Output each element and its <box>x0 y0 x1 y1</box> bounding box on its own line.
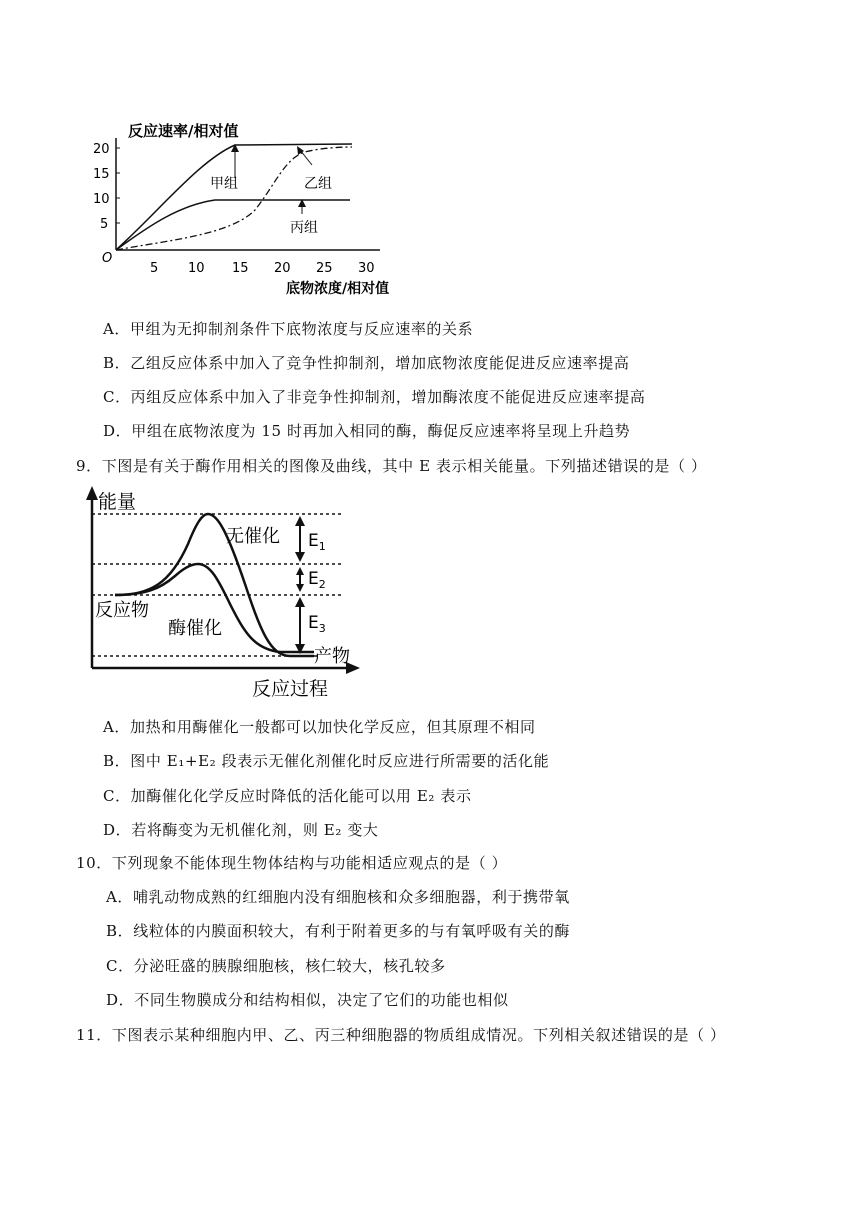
x-tick-label: 15 <box>232 261 249 276</box>
rate-chart <box>90 110 430 300</box>
q9-stem: 9．下图是有关于酶作用相关的图像及曲线，其中 E 表示相关能量。下列描述错误的是（ ） <box>76 457 707 475</box>
q10-option-b: B．线粒体的内膜面积较大，有利于附着更多的与有氧呼吸有关的酶 <box>106 922 571 940</box>
q10-option-c: C．分泌旺盛的胰腺细胞核，核仁较大，核孔较多 <box>106 957 446 975</box>
q8-option-d: D．甲组在底物浓度为 15 时再加入相同的酶，酶促反应速率将呈现上升趋势 <box>103 422 631 440</box>
y-tick-label: 10 <box>93 192 110 207</box>
q9-option-a: A．加热和用酶催化一般都可以加快化学反应，但其原理不相同 <box>103 718 536 736</box>
energy-ylabel: 能量 <box>98 491 137 513</box>
energy-xlabel: 反应过程 <box>252 678 329 700</box>
label-enzyme: 酶催化 <box>168 618 222 639</box>
x-tick-label: 10 <box>188 261 205 276</box>
q10-option-d: D．不同生物膜成分和结构相似，决定了它们的功能也相似 <box>106 991 509 1009</box>
label-e1: $E_1$ <box>308 531 326 553</box>
x-tick-label: 30 <box>358 261 375 276</box>
q9-option-c: C．加酶催化化学反应时降低的活化能可以用 E₂ 表示 <box>103 787 472 805</box>
label-product: 产物 <box>314 646 350 667</box>
x-tick-label: 25 <box>316 261 333 276</box>
q10-stem: 10．下列现象不能体现生物体结构与功能相适应观点的是（ ） <box>76 854 508 872</box>
label-reactant: 反应物 <box>95 600 149 621</box>
x-tick-label: 20 <box>274 261 291 276</box>
origin-label: O <box>102 251 113 266</box>
q9-option-b: B．图中 E₁+E₂ 段表示无催化剂催化时反应进行所需要的活化能 <box>103 752 550 770</box>
x-tick-label: 5 <box>150 261 159 276</box>
q11-stem: 11．下图表示某种细胞内甲、乙、丙三种细胞器的物质组成情况。下列相关叙述错误的是（ ） <box>76 1026 726 1044</box>
y-tick-label: 20 <box>93 142 110 157</box>
chart-ylabel: 反应速率/相对值 <box>128 122 239 140</box>
q8-option-c: C．丙组反应体系中加入了非竞争性抑制剂，增加酶浓度不能促进反应速率提高 <box>103 388 646 406</box>
chart-xlabel: 底物浓度/相对值 <box>286 281 390 297</box>
q8-option-b: B．乙组反应体系中加入了竞争性抑制剂，增加底物浓度能促进反应速率提高 <box>103 354 630 372</box>
y-tick-label: 15 <box>93 167 110 182</box>
label-yi: 乙组 <box>304 176 332 192</box>
label-e3: $E_3$ <box>308 613 326 635</box>
y-tick-label: 5 <box>100 217 109 232</box>
q10-option-a: A．哺乳动物成熟的红细胞内没有细胞核和众多细胞器，利于携带氧 <box>106 888 570 906</box>
q9-option-d: D．若将酶变为无机催化剂，则 E₂ 变大 <box>103 821 379 839</box>
label-e2: $E_2$ <box>308 569 326 591</box>
label-bing: 丙组 <box>290 220 318 236</box>
q8-option-a: A．甲组为无抑制剂条件下底物浓度与反应速率的关系 <box>103 320 474 338</box>
energy-diagram <box>80 484 380 704</box>
label-jia: 甲组 <box>210 176 238 192</box>
label-uncatalyzed: 无催化 <box>226 526 280 547</box>
